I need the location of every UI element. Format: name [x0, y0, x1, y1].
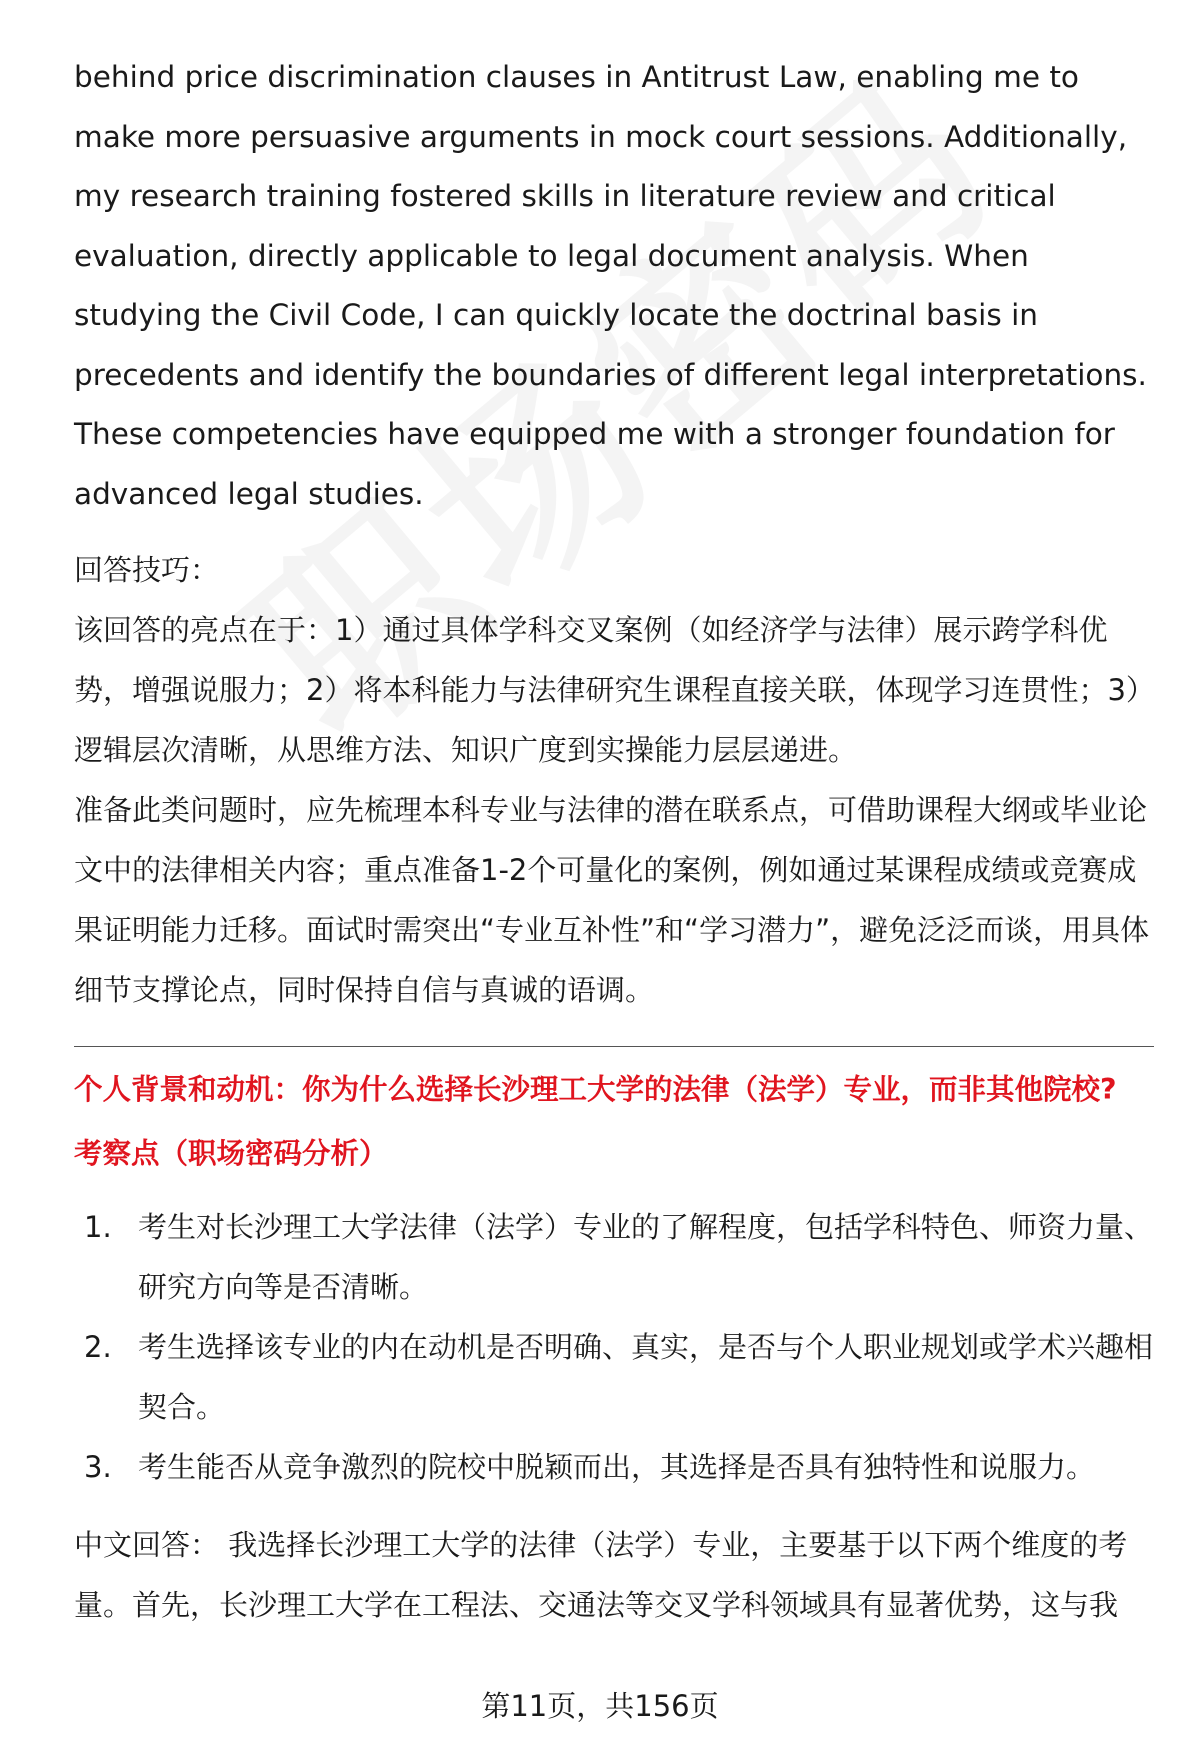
assessment-points-list: [74, 1197, 1154, 1497]
list-item-number: 3.: [84, 1450, 112, 1484]
list-item-text: 考生对长沙理工大学法律（法学）专业的了解程度，包括学科特色、师资力量、研究方向等是否清晰。: [138, 1210, 1154, 1304]
list-item: [74, 1437, 1154, 1497]
page-content: [74, 48, 1154, 1635]
section-divider: [74, 1046, 1154, 1047]
page-number-footer: 第11页，共156页: [481, 1689, 719, 1723]
list-item: [74, 1317, 1154, 1437]
english-paragraph: behind price discrimination clauses in Antitrust Law, enabling me to make more persuasive arguments in mock court sessions. Additionally, my research training fostered skills in literature review and critical evaluation, directly applicable to legal document analysis. When studying the Civil Code, I can quickly locate the doctrinal basis in precedents and identify the boundaries of different legal interpretations. These competencies have equipped me with a stronger foundation for advanced legal studies.: [74, 60, 1147, 511]
question-title: 个人背景和动机：你为什么选择长沙理工大学的法律（法学）专业，而非其他院校?: [74, 1073, 1117, 1106]
tips-paragraph-1: 该回答的亮点在于：1）通过具体学科交叉案例（如经济学与法律）展示跨学科优势，增强说服力；2）将本科能力与法律研究生课程直接关联，体现学习连贯性；3）逻辑层次清晰，从思维方法、知识广度到实操能力层层递进。: [74, 613, 1141, 767]
tips-paragraph-2: 准备此类问题时，应先梳理本科专业与法律的潜在联系点，可借助课程大纲或毕业论文中的法律相关内容；重点准备1-2个可量化的案例，例如通过某课程成绩或竞赛成果证明能力迁移。面试时需突出“专业互补性”和“学习潜力”，避免泛泛而谈，用具体细节支撑论点，同时保持自信与真诚的语调。: [74, 793, 1150, 1007]
list-item-text: 考生选择该专业的内在动机是否明确、真实，是否与个人职业规划或学术兴趣相契合。: [138, 1330, 1154, 1424]
list-item-text: 考生能否从竞争激烈的院校中脱颖而出，其选择是否具有独特性和说服力。: [138, 1450, 1096, 1484]
list-item: [74, 1197, 1154, 1317]
chinese-answer: 中文回答： 我选择长沙理工大学的法律（法学）专业，主要基于以下两个维度的考量。首先，长沙理工大学在工程法、交通法等交叉学科领域具有显著优势，这与我: [74, 1528, 1128, 1622]
assessment-subtitle: 考察点（职场密码分析）: [74, 1137, 388, 1170]
list-item-number: 1.: [84, 1210, 112, 1244]
list-item-number: 2.: [84, 1330, 112, 1364]
tips-title: 回答技巧：: [74, 553, 220, 587]
